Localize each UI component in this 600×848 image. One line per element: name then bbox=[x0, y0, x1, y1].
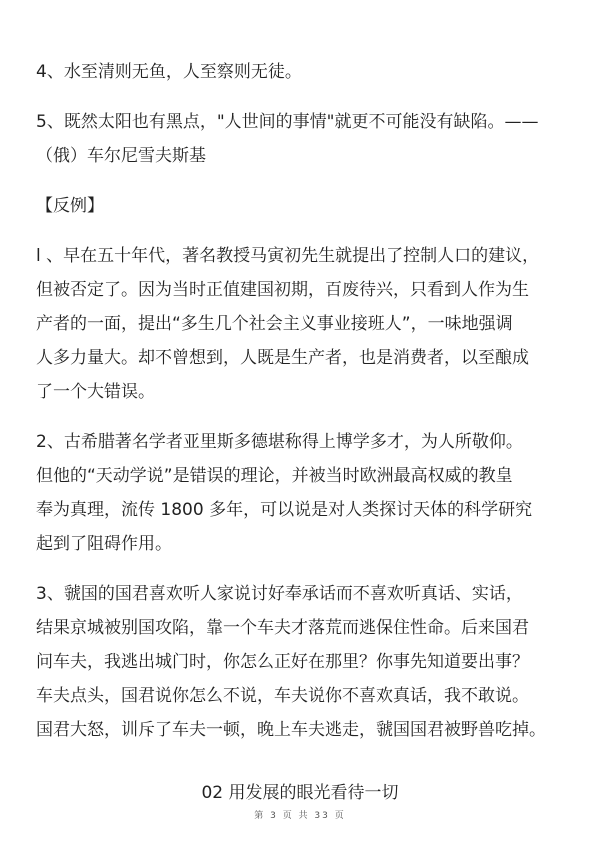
text-line: 但被否定了。因为当时正值建国初期，百废待兴，只看到人作为生 bbox=[36, 280, 529, 300]
document-body bbox=[36, 55, 566, 763]
text-line: 4、水至清则无鱼，人至察则无徒。 bbox=[36, 62, 302, 82]
text-line: 国君大怒，训斥了车夫一顿，晚上车夫逃走，虢国国君被野兽吃掉。 bbox=[36, 720, 546, 740]
paragraph bbox=[36, 239, 566, 409]
paragraph bbox=[36, 577, 566, 747]
text-line: 奉为真理，流传 1800 多年，可以说是对人类探讨天体的科学研究 bbox=[36, 500, 533, 520]
section-heading: 02 用发展的眼光看待一切 bbox=[201, 783, 399, 803]
text-line: 问车夫，我逃出城门时，你怎么正好在那里？你事先知道要出事？ bbox=[36, 652, 529, 672]
paragraph bbox=[36, 425, 566, 561]
page-footer: 第 3 页 共 33 页 bbox=[254, 811, 346, 821]
text-line: 但他的“天动学说”是错误的理论，并被当时欧洲最高权威的教皇 bbox=[36, 466, 513, 486]
paragraph bbox=[36, 55, 566, 89]
text-line: 5、既然太阳也有黑点，"人世间的事情"就更不可能没有缺陷。—— bbox=[36, 112, 539, 132]
text-line: 车夫点头，国君说你怎么不说，车夫说你不喜欢真话，我不敢说。 bbox=[36, 686, 529, 706]
text-line: 人多力量大。却不曾想到，人既是生产者，也是消费者，以至酿成 bbox=[36, 348, 529, 368]
text-line: 【反例】 bbox=[36, 196, 104, 216]
paragraph bbox=[36, 105, 566, 173]
text-line: 起到了阻碍作用。 bbox=[36, 534, 172, 554]
text-line: 产者的一面，提出“多生几个社会主义事业接班人”，一味地强调 bbox=[36, 314, 513, 334]
text-line: （俄）车尔尼雪夫斯基 bbox=[36, 146, 206, 166]
text-line: 了一个大错误。 bbox=[36, 382, 155, 402]
text-line: 3、虢国的国君喜欢听人家说讨好奉承话而不喜欢听真话、实话， bbox=[36, 584, 523, 604]
text-line: 2、古希腊著名学者亚里斯多德堪称得上博学多才，为人所敬仰。 bbox=[36, 432, 523, 452]
text-line: l 、早在五十年代，著名教授马寅初先生就提出了控制人口的建议， bbox=[36, 246, 540, 266]
paragraph bbox=[36, 189, 566, 223]
text-line: 结果京城被别国攻陷，靠一个车夫才落荒而逃保住性命。后来国君 bbox=[36, 618, 529, 638]
